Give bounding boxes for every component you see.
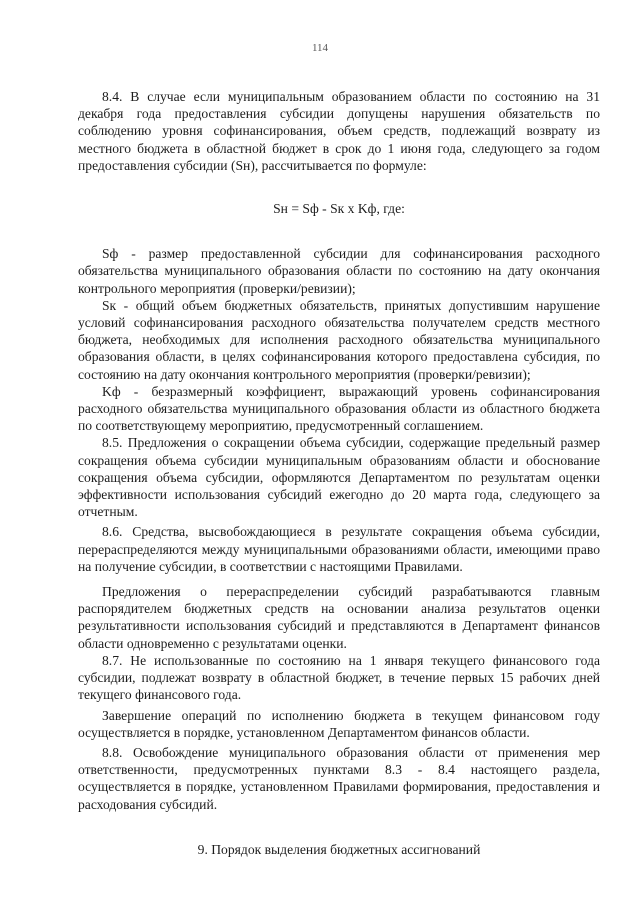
document-body bbox=[78, 88, 600, 858]
paragraph-completion: Завершение операций по исполнению бюджета в текущем финансовом году осуществляется в порядке, установленном Департаментом финансов области. bbox=[78, 707, 600, 740]
paragraph-8-6: 8.6. Средства, высвобождающиеся в результате сокращения объема субсидии, перераспределяются между муниципальными образованиями области, имеющими право на получение субсидии, в соответствии с настоящими Правилами. bbox=[78, 524, 600, 574]
definition-sf: Sф - размер предоставленной субсидии для софинансирования расходного обязательства муниципального образования области по состоянию на дату окончания контрольного мероприятия (проверки/ревизии); bbox=[78, 246, 600, 296]
page-number: 114 bbox=[311, 42, 329, 54]
paragraph-8-7: 8.7. Не использованные по состоянию на 1 января текущего финансового года субсидии, подлежат возврату в областной бюджет, в течение первых 15 рабочих дней текущего финансового года. bbox=[78, 652, 600, 703]
formula: Sн = Sф - Sк х Kф, где: bbox=[273, 201, 405, 217]
paragraph-8-4: 8.4. В случае если муниципальным образованием области по состоянию на 31 декабря года предоставления субсидии допущены нарушения обязательств по соблюдению уровня софинансирования, объем средств, подлежащий возврату из местного бюджета в областной бюджет в срок до 1 июня года, следующего за годом предоставления субсидии (Sн), рассчитывается по формуле: bbox=[78, 89, 600, 173]
definition-kf: Kф - безразмерный коэффициент, выражающий уровень софинансирования расходного обязательства муниципального образования области из областного бюджета по соответствующему мероприятию, предусмотренный соглашением. bbox=[78, 383, 600, 434]
paragraph-redistribution: Предложения о перераспределении субсидий разрабатываются главным распорядителем бюджетных средств на основании анализа результатов оценки результативности использования субсидий и представляются в Департамент финансов области одновременно с результатами оценки. bbox=[78, 584, 600, 651]
paragraph-8-5: 8.5. Предложения о сокращении объема субсидии, содержащие предельный размер сокращения объема субсидии муниципальным образованиям области и обоснование сокращения объема субсидии, оформляются Департаментом по результатам оценки эффективности использования субсидий ежегодно до 20 марта года, следующего за отчетным. bbox=[78, 435, 600, 520]
section-title: 9. Порядок выделения бюджетных ассигнований bbox=[197, 841, 481, 857]
paragraph-8-8: 8.8. Освобождение муниципального образования области от применения мер ответственности, предусмотренных пунктами 8.3 - 8.4 настоящего раздела, осуществляется в порядке, установленном Правилами формирования, предоставления и расходования субсидий. bbox=[78, 744, 600, 812]
definition-sk: Sк - общий объем бюджетных обязательств, принятых допустившим нарушение условий софинансирования расходного обязательства получателем средств местного бюджета, необходимых для исполнения расходного обязательства муниципального образования области, в целях софинансирования которого предоставлена субсидия, по состоянию на дату окончания контрольного мероприятия (проверки/ревизии); bbox=[78, 297, 600, 382]
